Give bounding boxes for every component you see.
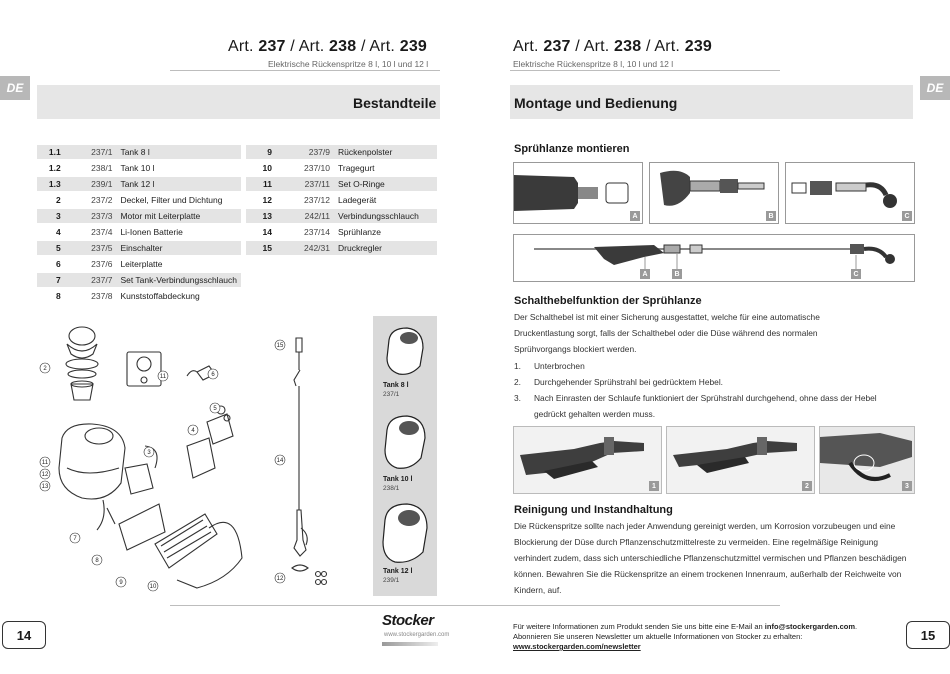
tag-c: C: [902, 211, 912, 221]
tag-b: B: [672, 269, 682, 279]
tag-c: C: [851, 269, 861, 279]
tank-12l-image: [379, 496, 431, 568]
label-11b: 11: [41, 460, 49, 466]
variant-label: Tank 8 l: [383, 382, 409, 389]
lever-paragraph: Der Schalthebel ist mit einer Sicherung ausgestattet, welche für eine automatische Druckentlastung sorgt, falls der Schalthebel oder die Düse während des normalen Sprühvorgangs blockiert werden.: [514, 312, 820, 354]
email-link[interactable]: info@stockergarden.com: [764, 622, 856, 631]
table-row: 5 237/5 Einschalter: [37, 240, 241, 256]
variant-art: 239/1: [383, 577, 400, 584]
label-15: 15: [276, 343, 284, 349]
variant-art: 237/1: [383, 391, 400, 398]
left-header-rule: [170, 70, 440, 71]
label-11: 11: [159, 374, 167, 380]
tank-variants-panel: [373, 316, 437, 596]
label-12-lance: 12: [276, 576, 284, 582]
lever-heading: Schalthebelfunktion der Sprühlanze: [514, 295, 702, 307]
variant-label: Tank 12 l: [383, 568, 413, 575]
photo-tag-2: 2: [802, 481, 812, 491]
table-row: 9 237/9 Rückenpolster: [246, 145, 437, 160]
back-pad-shape: [155, 514, 217, 568]
lever-photo-2: [666, 426, 815, 494]
page-number-right: 15: [906, 621, 950, 649]
list-item: 2. Durchgehender Sprühstrahl bei gedrücktem Hebel.: [514, 377, 724, 387]
photo-tag-1: 1: [649, 481, 659, 491]
right-page-title: Art. 237 / Art. 238 / Art. 239: [513, 38, 713, 55]
left-section-title: Bestandteile: [353, 95, 437, 111]
table-row: 1.3 239/1 Tank 12 l: [37, 176, 241, 192]
footer-info: Für weitere Informationen zum Produkt senden Sie uns bitte eine E-Mail an info@stockergarden.com. Abonnieren Sie unseren Newsletter um aktuelle Informationen von Stocker zu erhalten: www.stockergarden.com/newsletter: [513, 622, 858, 651]
table-row: 12 237/12 Ladegerät: [246, 192, 437, 208]
stocker-logo: Stocker: [382, 612, 434, 629]
left-page-title: Art. 237 / Art. 238 / Art. 239: [228, 38, 428, 55]
table-row: 2 237/2 Deckel, Filter und Dichtung: [37, 192, 241, 208]
newsletter-link[interactable]: www.stockergarden.com/newsletter: [513, 642, 641, 651]
language-tab-right: DE: [920, 76, 950, 100]
list-item: 3. Nach Einrasten der Schlaufe funktioniert der Sprühstrahl durchgehend, ohne dass der Hebel gedrückt gehalten werden muss.: [514, 393, 877, 419]
variant-label: Tank 10 l: [383, 476, 413, 483]
label-10: 10: [149, 584, 157, 590]
tag-a: A: [630, 211, 640, 221]
label-3: 3: [147, 450, 151, 456]
table-row: 1.1 237/1 Tank 8 l: [37, 145, 241, 160]
tag-a: A: [640, 269, 650, 279]
table-row: 14 237/14 Sprühlanze: [246, 224, 437, 240]
tank-shape: [59, 424, 125, 499]
care-paragraph: Die Rückenspritze sollte nach jeder Anwendung gereinigt werden, um Korrosion vorzubeugen und eine Blockierung der Düse durch Pflanzenschutzmittelreste zu vermeiden. Eine regelmäßige Reinigung verhindert zudem, dass sich unterschiedliche Pflanzenschutzmittel vermischen und Pflanzen beschädigen können. Bewahren Sie die Rückenspritze an einem trockenen Innenraum, außerhalb der Reichweite von Kindern, auf.: [514, 521, 907, 595]
lance-step-c-image: [785, 162, 915, 224]
lid-shape: [69, 327, 95, 345]
table-row: 15 242/31 Druckregler: [246, 240, 437, 256]
label-7: 7: [73, 536, 77, 542]
logo-url: www.stockergarden.com: [384, 632, 450, 638]
table-row: 4 237/4 Li-Ionen Batterie: [37, 224, 241, 240]
table-row: 10 237/10 Tragegurt: [246, 160, 437, 176]
right-header-rule: [510, 70, 780, 71]
label-4: 4: [191, 428, 195, 434]
label-8: 8: [95, 558, 99, 564]
lance-step-b-image: [649, 162, 779, 224]
language-tab-left: DE: [0, 76, 30, 100]
variant-art: 238/1: [383, 485, 400, 492]
table-row: 8 237/8 Kunststoffabdeckung: [37, 288, 241, 304]
logo-gradient-bar: [382, 642, 438, 646]
lance-heading: Sprühlanze montieren: [514, 143, 630, 155]
label-13: 13: [41, 484, 49, 490]
parts-table-2: [246, 145, 437, 257]
table-row: 1.2 238/1 Tank 10 l: [37, 160, 241, 176]
spray-lance-diagram: [270, 330, 330, 598]
label-9: 9: [119, 580, 123, 586]
assembled-lance-image: [513, 234, 915, 282]
label-14: 14: [276, 458, 284, 464]
label-12: 12: [41, 472, 49, 478]
lever-photo-1: [513, 426, 662, 494]
right-section-title: Montage und Bedienung: [514, 95, 678, 111]
tag-b: B: [766, 211, 776, 221]
photo-tag-3: 3: [902, 481, 912, 491]
label-2: 2: [43, 366, 47, 372]
care-heading: Reinigung und Instandhaltung: [514, 504, 673, 516]
label-5: 5: [213, 406, 217, 412]
right-subtitle: Elektrische Rückenspritze 8 l, 10 l und 12 l: [513, 59, 674, 69]
table-row: 3 237/3 Motor mit Leiterplatte: [37, 208, 241, 224]
lever-photo-3: [819, 426, 915, 494]
tank-8l-image: [383, 320, 427, 380]
exploded-view-diagram: [37, 318, 267, 600]
table-row: 7 237/7 Set Tank-Verbindungsschlauch: [37, 272, 241, 288]
tank-10l-image: [381, 408, 429, 474]
list-item: 1. Unterbrochen: [514, 361, 585, 371]
left-subtitle: Elektrische Rückenspritze 8 l, 10 l und 12 l: [268, 59, 429, 69]
table-row: 11 237/11 Set O-Ringe: [246, 176, 437, 192]
table-row: 6 237/6 Leiterplatte: [37, 256, 241, 272]
page-number-left: 14: [2, 621, 46, 649]
footer-rule: [170, 605, 780, 606]
lever-list: [514, 358, 914, 422]
parts-table-1: [37, 145, 241, 305]
label-6: 6: [211, 372, 215, 378]
lance-step-a-image: [513, 162, 643, 224]
table-row: 13 242/11 Verbindungsschlauch: [246, 208, 437, 224]
